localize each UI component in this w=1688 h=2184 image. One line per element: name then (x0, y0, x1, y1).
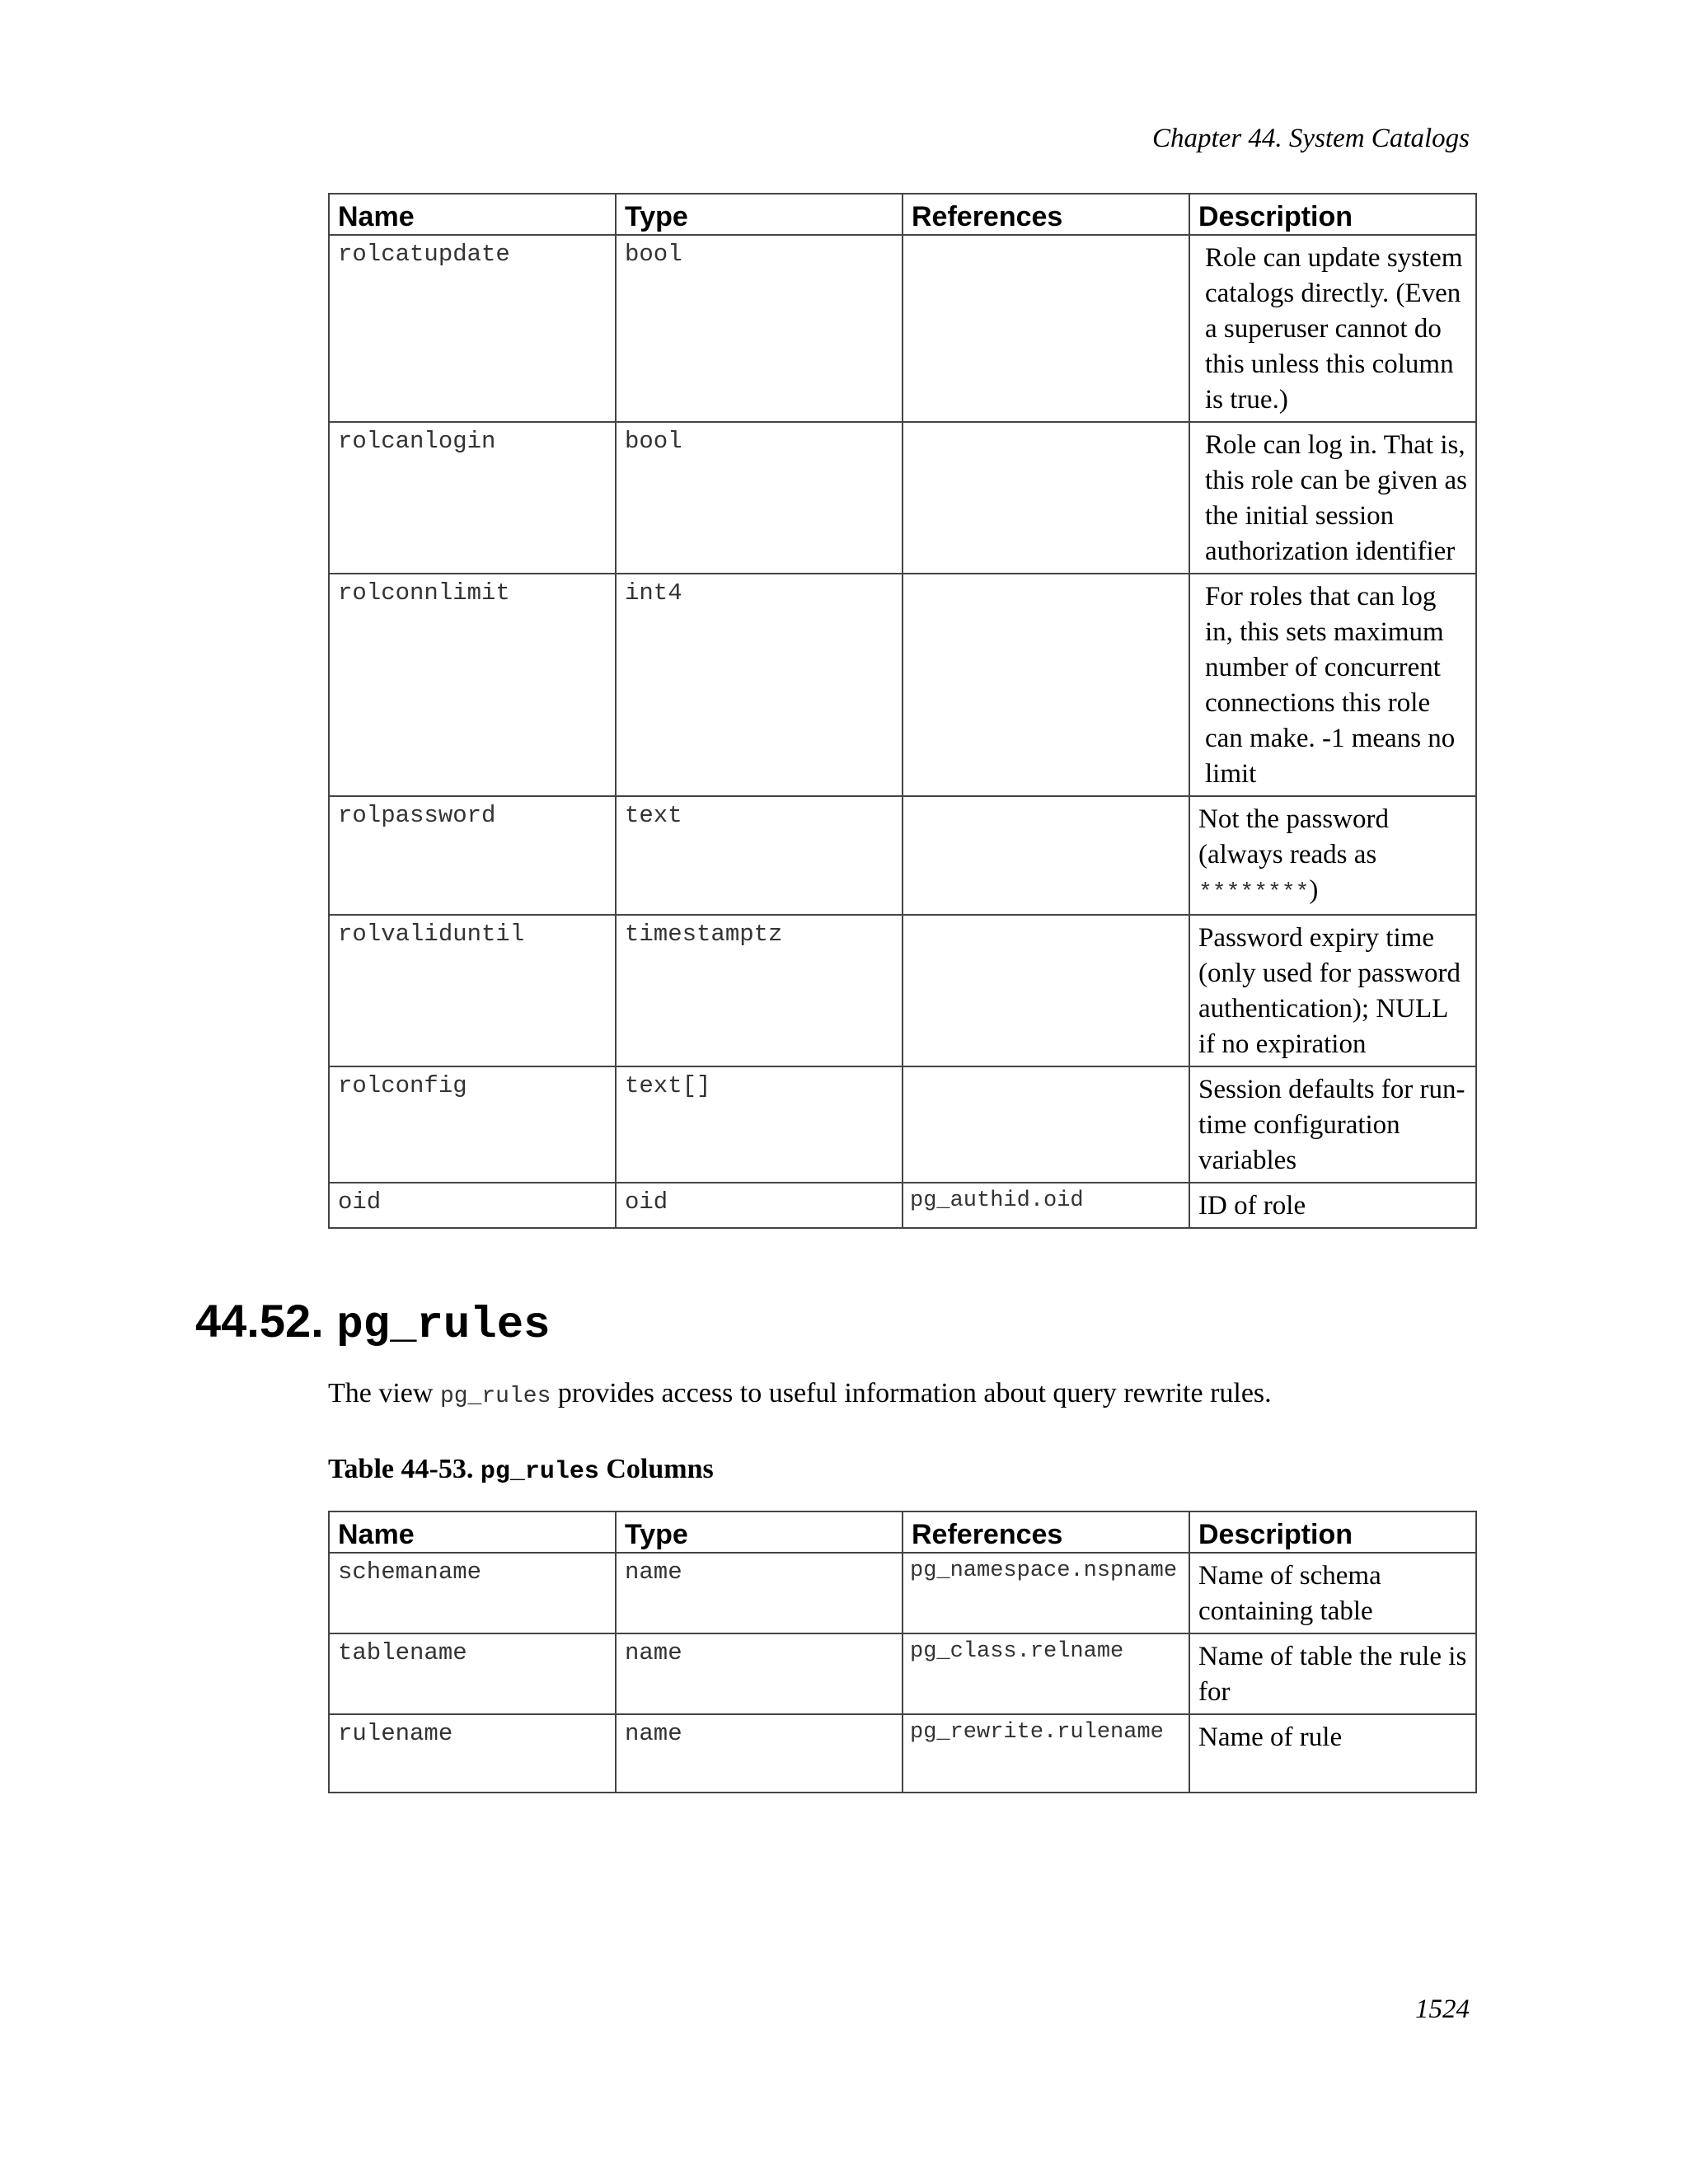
table-row (329, 235, 1476, 422)
column-description-cell: Name of schema containing table (1189, 1553, 1476, 1633)
table-row (329, 574, 1476, 796)
section-title-code: pg_rules (336, 1301, 551, 1351)
column-description-cell: Session defaults for run-time configuration variables (1189, 1066, 1476, 1183)
column-references-cell (903, 915, 1189, 1066)
column-description-cell: For roles that can log in, this sets maximum number of concurrent connections this role can make. -1 means no limit (1189, 574, 1476, 796)
column-header-type: Type (616, 1511, 903, 1553)
column-type-cell: int4 (616, 574, 903, 796)
table-row (329, 1066, 1476, 1183)
description-text-end: ) (1309, 875, 1319, 905)
table-row (329, 1553, 1476, 1633)
column-name-cell: rolconfig (329, 1066, 616, 1183)
description-text: Not the password (always reads as (1198, 804, 1389, 869)
pg-rules-columns-table (328, 1511, 1477, 1793)
column-header-name: Name (329, 1511, 616, 1553)
column-header-description: Description (1189, 194, 1476, 235)
column-description-cell: Role can update system catalogs directly. (Even a superuser cannot do this unless this column is true.) (1189, 235, 1476, 422)
column-references-cell: pg_authid.oid (903, 1183, 1189, 1228)
caption-suffix: Columns (598, 1454, 714, 1484)
column-name-cell: rolvaliduntil (329, 915, 616, 1066)
column-references-cell: pg_rewrite.rulename (903, 1714, 1189, 1793)
column-description-cell: ID of role (1189, 1183, 1476, 1228)
column-header-references: References (903, 194, 1189, 235)
column-references-cell: pg_class.relname (903, 1633, 1189, 1714)
table-row (329, 1183, 1476, 1228)
masked-password-code: ******** (1198, 880, 1310, 906)
column-description-cell: Name of rule (1189, 1714, 1476, 1793)
table-header-row (329, 1511, 1476, 1553)
column-name-cell: rulename (329, 1714, 616, 1793)
column-references-cell (903, 796, 1189, 915)
column-name-cell: rolcatupdate (329, 235, 616, 422)
section-intro-paragraph (328, 1378, 1272, 1409)
column-header-description: Description (1189, 1511, 1476, 1553)
caption-code: pg_rules (480, 1458, 599, 1486)
table-row (329, 915, 1476, 1066)
column-header-type: Type (616, 194, 903, 235)
column-type-cell: name (616, 1633, 903, 1714)
column-references-cell (903, 235, 1189, 422)
column-references-cell (903, 574, 1189, 796)
table-row (329, 1714, 1476, 1793)
column-type-cell: oid (616, 1183, 903, 1228)
pg-authid-columns-table (328, 193, 1477, 1229)
column-type-cell: text[] (616, 1066, 903, 1183)
column-type-cell: bool (616, 235, 903, 422)
column-header-references: References (903, 1511, 1189, 1553)
column-name-cell: rolcanlogin (329, 422, 616, 574)
column-references-cell (903, 422, 1189, 574)
column-type-cell: bool (616, 422, 903, 574)
column-type-cell: name (616, 1553, 903, 1633)
column-description-cell: Name of table the rule is for (1189, 1633, 1476, 1714)
column-name-cell: schemaname (329, 1553, 616, 1633)
running-head: Chapter 44. System Catalogs (1152, 124, 1470, 153)
table-row (329, 422, 1476, 574)
caption-prefix: Table 44-53. (328, 1454, 481, 1484)
column-name-cell: tablename (329, 1633, 616, 1714)
section-number: 44.52. (195, 1295, 324, 1347)
column-references-cell: pg_namespace.nspname (903, 1553, 1189, 1633)
column-name-cell: rolpassword (329, 796, 616, 915)
column-name-cell: rolconnlimit (329, 574, 616, 796)
column-type-cell: text (616, 796, 903, 915)
intro-text: The view (328, 1378, 440, 1408)
table-header-row (329, 194, 1476, 235)
column-header-name: Name (329, 194, 616, 235)
intro-code: pg_rules (439, 1384, 551, 1409)
column-type-cell: name (616, 1714, 903, 1793)
page-number: 1524 (1415, 1994, 1470, 2024)
column-references-cell (903, 1066, 1189, 1183)
intro-text-end: provides access to useful information about query rewrite rules. (551, 1378, 1272, 1408)
column-description-cell: Password expiry time (only used for password authentication); NULL if no expiration (1189, 915, 1476, 1066)
column-description-cell: Role can log in. That is, this role can be given as the initial session authorization identifier (1189, 422, 1476, 574)
column-name-cell: oid (329, 1183, 616, 1228)
table-row (329, 1633, 1476, 1714)
table-caption (328, 1454, 714, 1486)
section-heading (195, 1294, 551, 1351)
column-type-cell: timestamptz (616, 915, 903, 1066)
table-row (329, 796, 1476, 915)
column-description-cell (1189, 796, 1476, 915)
